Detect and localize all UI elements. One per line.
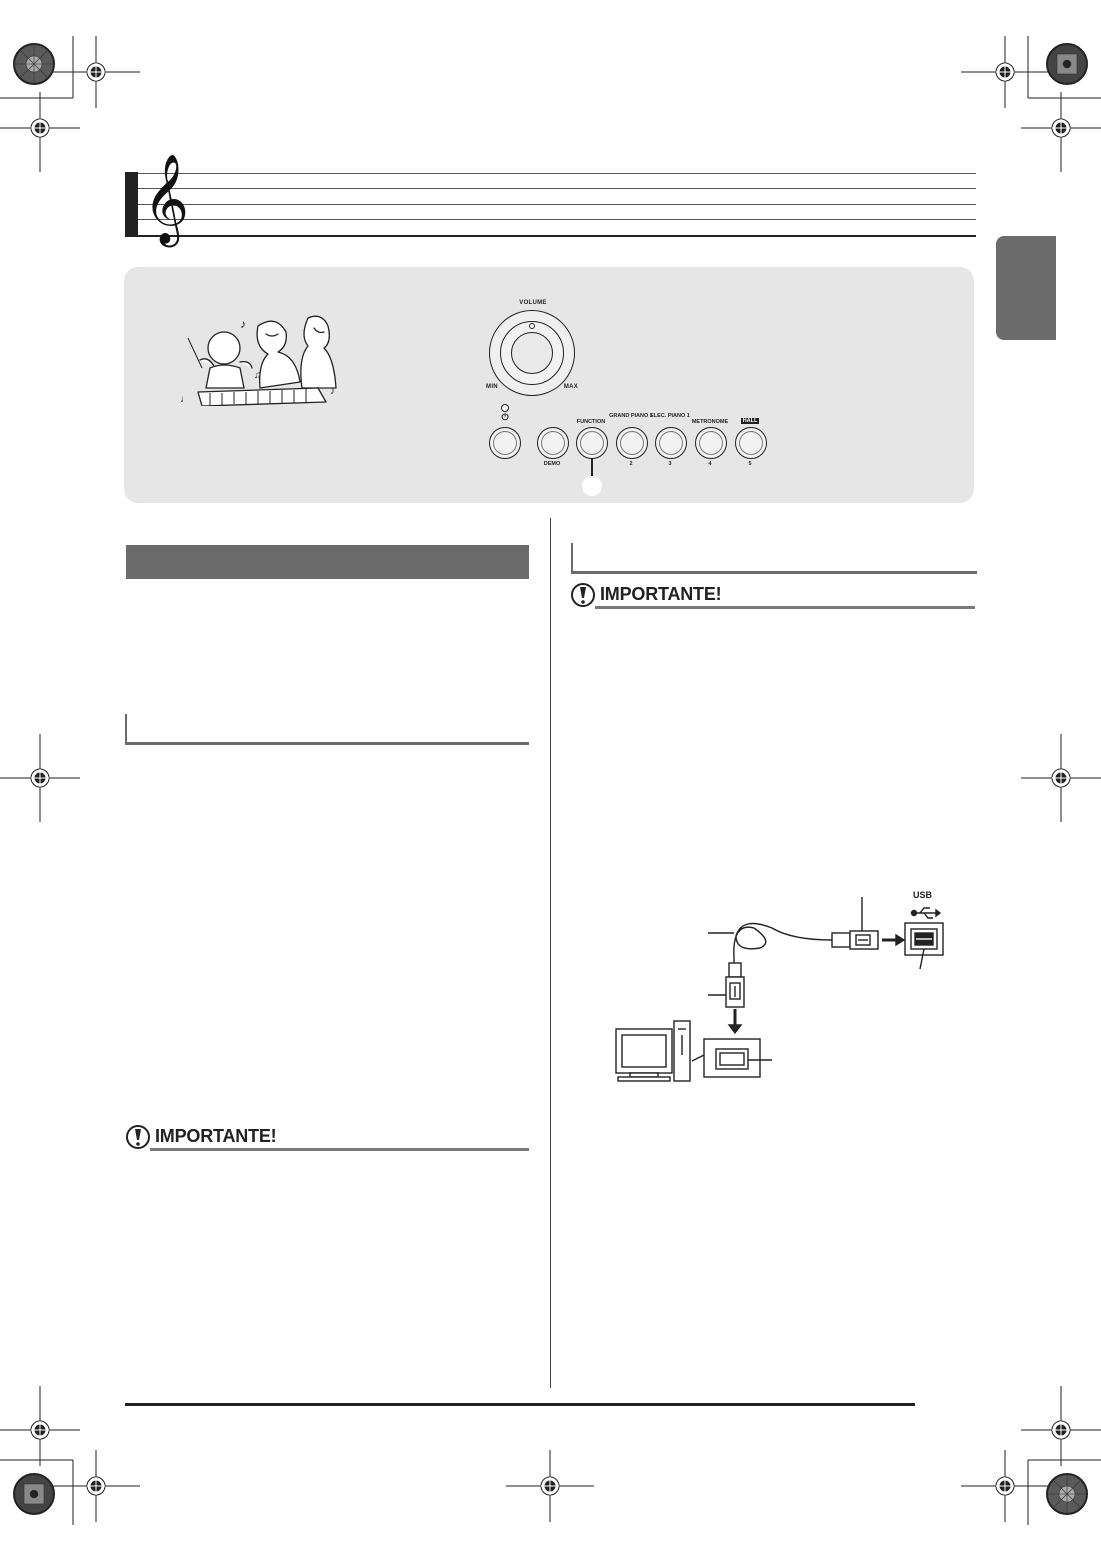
- column-divider: [550, 518, 551, 1388]
- warning-icon: [570, 582, 596, 608]
- demo-label: DEMO: [543, 461, 561, 467]
- svg-text:♫: ♫: [254, 370, 262, 381]
- volume-knob-cap: [511, 332, 553, 374]
- hall-label-text: HALL: [742, 418, 758, 424]
- svg-text:♩: ♩: [180, 394, 190, 405]
- staff-base-line: [125, 235, 976, 237]
- important-label: IMPORTANTE!: [600, 584, 722, 604]
- power-led: [501, 404, 509, 412]
- metronome-button[interactable]: [695, 427, 727, 459]
- important-label: IMPORTANTE!: [155, 1126, 277, 1146]
- elec-piano-label: ELEC. PIANO 1: [650, 413, 690, 419]
- power-icon: ⏻: [501, 412, 509, 422]
- music-staff-header: [125, 154, 976, 244]
- footer-rule: [125, 1403, 915, 1406]
- staff-line: [138, 219, 976, 220]
- volume-min-label: MIN: [486, 384, 498, 390]
- staff-line: [138, 173, 976, 174]
- usb-symbol-icon: [912, 908, 941, 918]
- hall-button[interactable]: [735, 427, 767, 459]
- staff-line: [138, 204, 976, 205]
- volume-indicator-dot: [529, 323, 535, 329]
- grand-piano-number: 2: [629, 461, 633, 467]
- staff-line: [138, 188, 976, 189]
- grand-piano-label: GRAND PIANO 1: [609, 413, 653, 419]
- elec-piano-button[interactable]: [655, 427, 687, 459]
- important-note-right: [570, 584, 975, 606]
- subsection-heading: [125, 714, 529, 745]
- treble-clef-icon: 𝄞: [143, 154, 190, 244]
- demo-button[interactable]: [537, 427, 569, 459]
- svg-text:♪: ♪: [330, 386, 335, 397]
- power-button[interactable]: [489, 427, 521, 459]
- function-callout-dot: [582, 476, 602, 496]
- usb-connection-diagram: [600, 895, 960, 1085]
- language-side-tab: [996, 236, 1056, 340]
- staff-bar: [125, 172, 138, 236]
- section-header-bar: [126, 545, 529, 579]
- metronome-label: METRONOME: [691, 419, 729, 425]
- metronome-number: 4: [708, 461, 712, 467]
- usb-label: USB: [913, 890, 933, 900]
- hall-number: 5: [748, 461, 752, 467]
- svg-text:♪: ♪: [240, 317, 246, 331]
- important-underline: [150, 1148, 529, 1151]
- volume-max-label: MAX: [563, 384, 579, 390]
- family-piano-illustration: [180, 298, 355, 406]
- hall-label: [728, 418, 772, 424]
- volume-label: VOLUME: [519, 300, 547, 306]
- important-underline: [595, 606, 975, 609]
- function-label: FUNCTION: [576, 419, 606, 425]
- elec-piano-number: 3: [668, 461, 672, 467]
- important-note-left: [125, 1126, 529, 1148]
- grand-piano-button[interactable]: [616, 427, 648, 459]
- warning-icon: [125, 1124, 151, 1150]
- subsection-heading: [571, 543, 977, 574]
- function-button[interactable]: [576, 427, 608, 459]
